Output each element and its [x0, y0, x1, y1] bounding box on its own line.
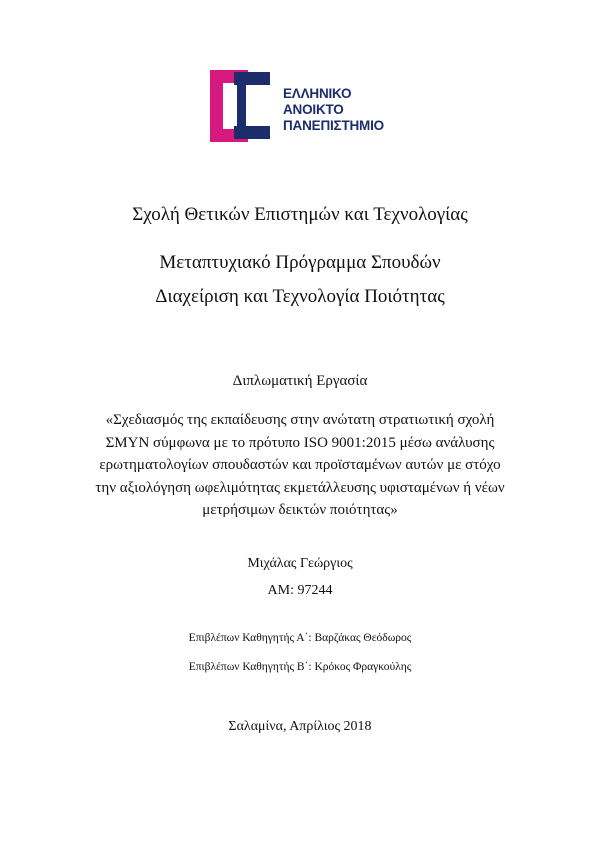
- program-subtitle: Διαχείριση και Τεχνολογία Ποιότητας: [155, 286, 445, 307]
- program-title: Μεταπτυχιακό Πρόγραμμα Σπουδών: [159, 252, 441, 273]
- university-logo: [210, 70, 410, 142]
- document-type: Διπλωματική Εργασία: [232, 373, 368, 389]
- logo-wordmark: [283, 86, 384, 134]
- thesis-title-line: ερωτηματολογίων σπουδαστών και προϊσταμένων αυτών με στόχο: [99, 457, 501, 473]
- logo-navy-bracket: [234, 72, 270, 139]
- logo-line-2: ΑΝΟΙΚΤΟ: [283, 102, 344, 117]
- eap-logo-mark-icon: [210, 70, 276, 142]
- logo-line-3: ΠΑΝΕΠΙΣΤΗΜΙΟ: [283, 118, 384, 133]
- author-name: Μιχάλας Γεώργιος: [247, 556, 353, 571]
- thesis-title: [72, 409, 528, 522]
- supervisor-b: Επιβλέπων Καθηγητής Β΄: Κρόκος Φραγκούλης: [188, 661, 412, 673]
- thesis-title-line: την αξιολόγηση ωφελιμότητας εκμετάλλευσης υφισταμένων ή νέων: [95, 479, 505, 496]
- thesis-title-line: μετρήσιμων δεικτών ποιότητας»: [202, 502, 398, 518]
- supervisor-a: Επιβλέπων Καθηγητής Α΄: Βαρζάκας Θεόδωρος: [188, 632, 412, 644]
- thesis-title-line: «Σχεδιασμός της εκπαίδευσης στην ανώτατη στρατιωτική σχολή: [105, 412, 495, 428]
- thesis-title-line: ΣΜΥΝ σύμφωνα με το πρότυπο ISO 9001:2015 μέσω ανάλυσης: [105, 434, 495, 451]
- place-date: Σαλαμίνα, Απρίλιος 2018: [228, 719, 372, 734]
- registration-number: ΑΜ: 97244: [267, 583, 333, 598]
- logo-line-1: ΕΛΛΗΝΙΚΟ: [283, 86, 352, 101]
- school-name: Σχολή Θετικών Επιστημών και Τεχνολογίας: [132, 204, 468, 225]
